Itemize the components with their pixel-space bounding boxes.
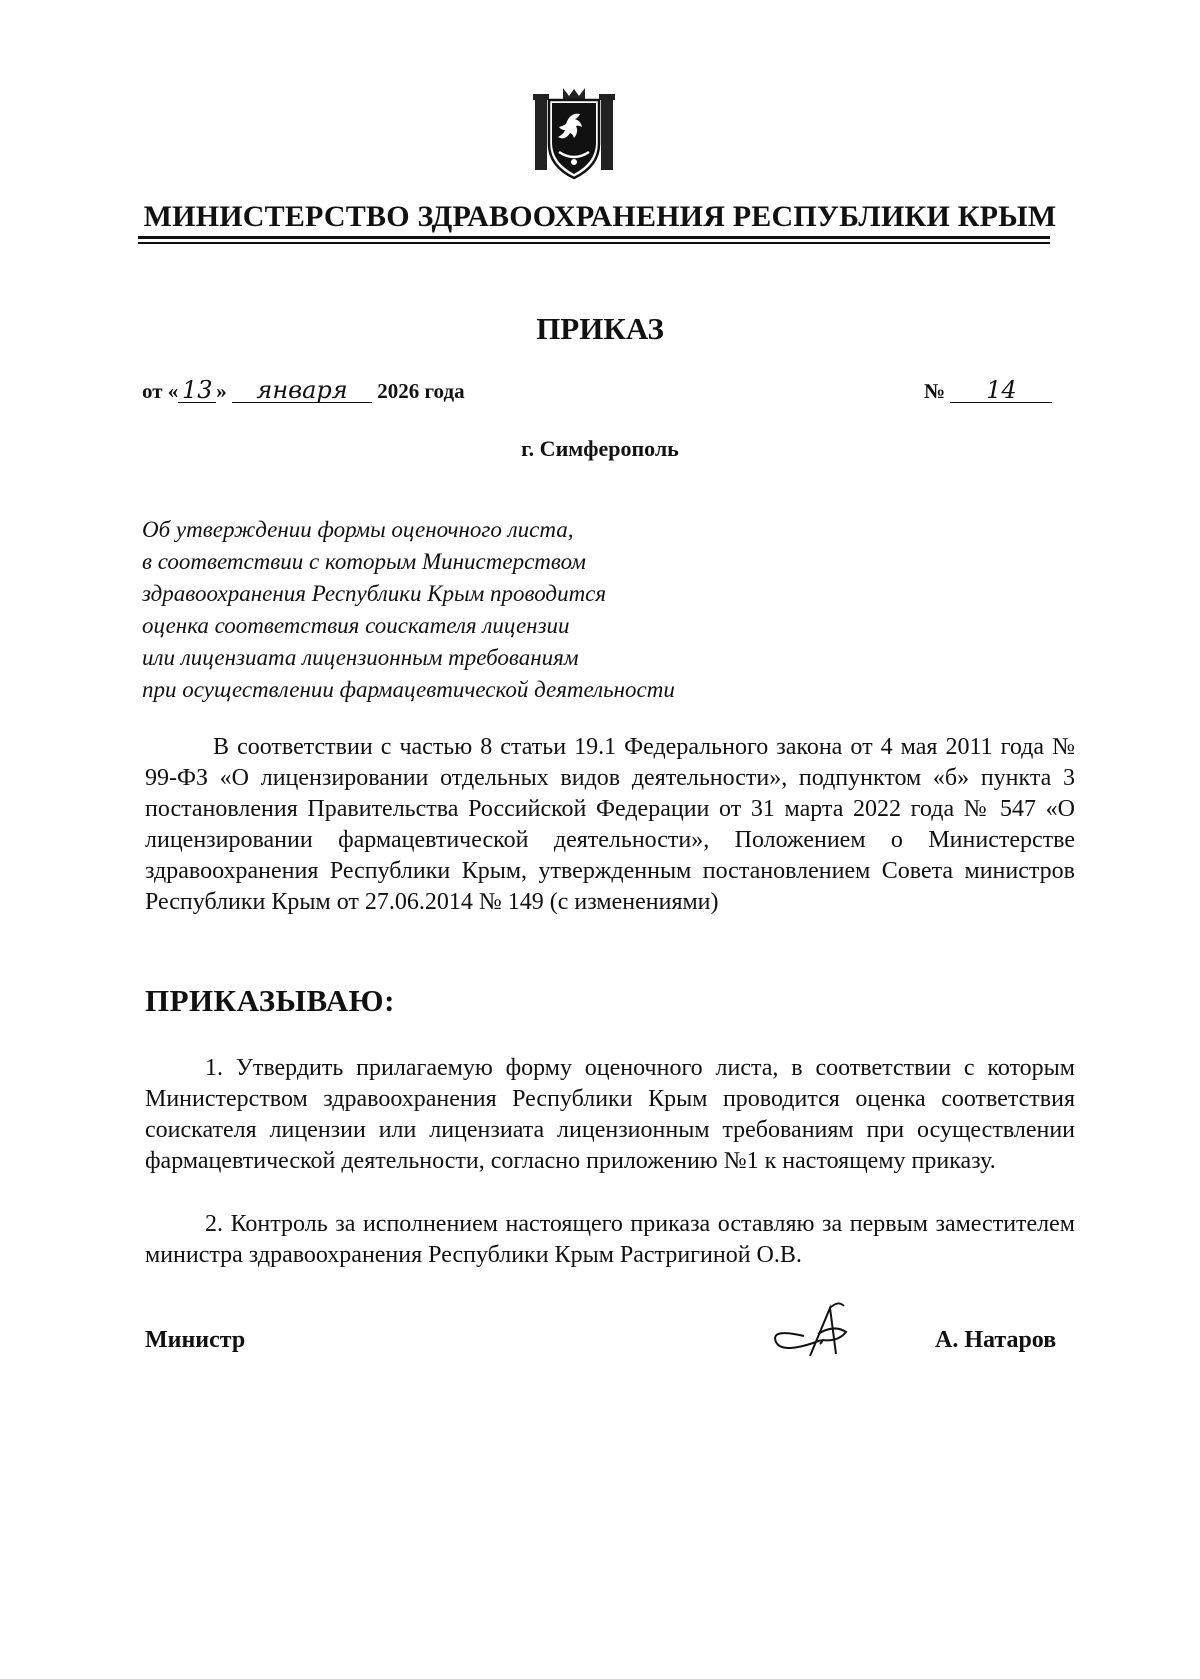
header-rule-thick <box>138 236 1050 239</box>
subject-line: в соответствии с которым Министерством <box>142 549 586 574</box>
subject-line: Об утверждении формы оценочного листа, <box>142 517 574 542</box>
date-prefix: от « <box>142 379 179 403</box>
document-subject <box>142 514 675 706</box>
crimea-coat-of-arms-icon <box>533 86 615 184</box>
subject-line: или лицензиата лицензионным требованиям <box>142 645 579 670</box>
order-item-2: 2. Контроль за исполнением настоящего приказа оставляю за первым заместителем министра здравоохранения Республики Крым Растригиной О.В. <box>145 1211 1075 1268</box>
preamble-paragraph: В соответствии с частью 8 статьи 19.1 Федерального закона от 4 мая 2011 года № 99-ФЗ «О лицензировании отдельных видов деятельности», подпунктом «б» пункта 3 постановления Правительства Российской Федерации от 31 марта 2022 года № 547 «О лицензировании фармацевтической деятельности», Положением о Министерстве здравоохранения Республики Крым, утвержденным постановлением Совета министров Республики Крым от 27.06.2014 № 149 (с изменениями) <box>145 734 1075 915</box>
city: г. Симферополь <box>521 436 679 461</box>
subject-line: здравоохранения Республики Крым проводится <box>142 581 607 606</box>
date-mid: » <box>216 379 227 403</box>
number-label: № <box>924 379 946 403</box>
date-year: 2026 года <box>377 379 465 403</box>
date-day: 13 <box>178 378 216 403</box>
number-value: 14 <box>950 378 1052 403</box>
signatory-name: А. Натаров <box>935 1327 1057 1353</box>
handwritten-signature-icon <box>764 1298 872 1362</box>
document-title: ПРИКАЗ <box>536 311 664 346</box>
order-heading: ПРИКАЗЫВАЮ: <box>145 983 395 1018</box>
header-rule-thin <box>138 242 1050 244</box>
ministry-name: МИНИСТЕРСТВО ЗДРАВООХРАНЕНИЯ РЕСПУБЛИКИ КРЫМ <box>143 200 1057 233</box>
date-month: января <box>232 378 372 403</box>
signatory-position: Министр <box>145 1327 246 1353</box>
order-item-1: 1. Утвердить прилагаемую форму оценочного листа, в соответствии с которым Министерством здравоохранения Республики Крым проводится оценка соответствия соискателя лицензии или лицензиата лицензионным требованиям при осуществлении фармацевтической деятельности, согласно приложению №1 к настоящему приказу. <box>145 1055 1075 1174</box>
document-number <box>924 378 1052 404</box>
document-date <box>142 378 465 404</box>
subject-line: оценка соответствия соискателя лицензии <box>142 613 570 638</box>
subject-line: при осуществлении фармацевтической деятельности <box>142 677 675 702</box>
